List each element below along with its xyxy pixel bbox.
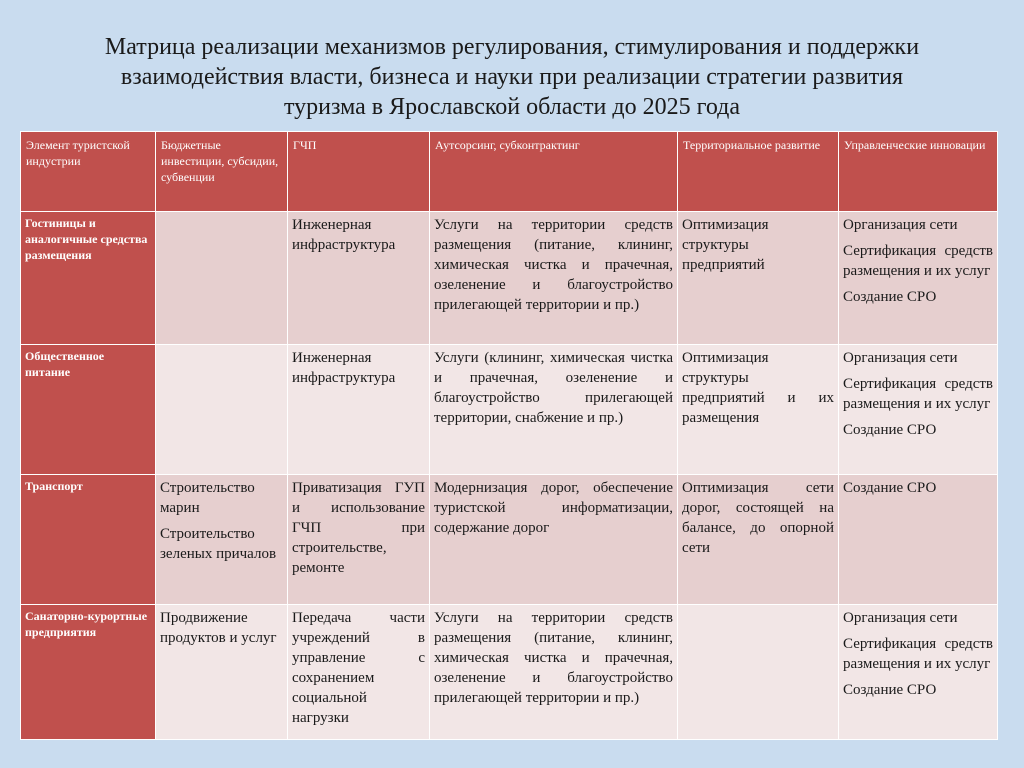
cell-text: Создание СРО bbox=[843, 422, 937, 438]
header-outsourcing: Аутсорсинг, субконтрактинг bbox=[430, 132, 678, 212]
row-head-transport: Транспорт bbox=[21, 475, 156, 605]
table-row bbox=[21, 605, 998, 740]
slide-title bbox=[40, 32, 984, 122]
row-head-catering: Общественное питание bbox=[21, 345, 156, 475]
table-row bbox=[21, 345, 998, 475]
title-line-3: туризма в Ярославской области до 2025 года bbox=[283, 94, 741, 120]
cell-budget bbox=[156, 345, 288, 475]
header-territorial: Территориальное развитие bbox=[678, 132, 839, 212]
cell-territorial bbox=[678, 212, 839, 345]
cell-gchp bbox=[288, 605, 430, 740]
cell-text: Передача части учреждений в управление с сохранением социальной нагрузки bbox=[292, 610, 425, 726]
row-head-sanatorium: Санаторно-курортные предприятия bbox=[21, 605, 156, 740]
title-line-2: взаимодействия власти, бизнеса и науки при реализации стратегии развития bbox=[120, 64, 904, 90]
cell-text: Создание СРО bbox=[843, 682, 937, 698]
cell-text: Организация сети bbox=[843, 610, 958, 626]
cell-gchp bbox=[288, 345, 430, 475]
cell-innovations bbox=[839, 212, 998, 345]
cell-text: Приватизация ГУП и использование ГЧП при строительстве, ремонте bbox=[292, 480, 425, 576]
cell-text: Организация сети bbox=[843, 217, 958, 233]
table-row bbox=[21, 212, 998, 345]
cell-outsourcing bbox=[430, 605, 678, 740]
cell-innovations bbox=[839, 605, 998, 740]
cell-text: Создание СРО bbox=[843, 480, 937, 496]
cell-territorial bbox=[678, 345, 839, 475]
cell-text: Строительство марин bbox=[160, 480, 255, 516]
cell-text: Создание СРО bbox=[843, 289, 937, 305]
cell-budget bbox=[156, 605, 288, 740]
cell-text: Инженерная инфраструктура bbox=[292, 350, 396, 386]
cell-text: Сертификация средств размещения и их услуг bbox=[843, 376, 993, 412]
row-head-hotels: Гостиницы и аналогичные средства размещения bbox=[21, 212, 156, 345]
table-header-row bbox=[21, 132, 998, 212]
header-element: Элемент туристской индустрии bbox=[21, 132, 156, 212]
cell-text: Услуги (клининг, химическая чистка и прачечная, озеленение и благоустройство прилегающей территории, снабжение и пр.) bbox=[434, 350, 673, 426]
cell-text: Оптимизация структуры предприятий bbox=[682, 217, 769, 273]
cell-gchp bbox=[288, 212, 430, 345]
cell-budget bbox=[156, 475, 288, 605]
cell-text: Инженерная инфраструктура bbox=[292, 217, 396, 253]
cell-text: Сертификация средств размещения и их услуг bbox=[843, 636, 993, 672]
header-budget: Бюджетные инвестиции, субсидии, субвенции bbox=[156, 132, 288, 212]
cell-innovations bbox=[839, 475, 998, 605]
mechanisms-matrix-table bbox=[20, 131, 998, 740]
cell-budget bbox=[156, 212, 288, 345]
cell-text: Сертификация средств размещения и их услуг bbox=[843, 243, 993, 279]
cell-text: Продвижение продуктов и услуг bbox=[160, 610, 277, 646]
title-line-1: Матрица реализации механизмов регулирования, стимулирования и поддержки bbox=[104, 34, 920, 60]
cell-text: Услуги на территории средств размещения (питание, клининг, химическая чистка и прачечная, озеленение и благоустройство прилегающей территории и пр.) bbox=[434, 610, 673, 706]
header-gchp: ГЧП bbox=[288, 132, 430, 212]
cell-outsourcing bbox=[430, 345, 678, 475]
cell-territorial bbox=[678, 605, 839, 740]
cell-text: Организация сети bbox=[843, 350, 958, 366]
cell-innovations bbox=[839, 345, 998, 475]
cell-text: Услуги на территории средств размещения (питание, клининг, химическая чистка и прачечная, озеленение и благоустройство прилегающей территории и пр.) bbox=[434, 217, 673, 313]
cell-outsourcing bbox=[430, 475, 678, 605]
cell-text: Оптимизация сети дорог, состоящей на балансе, до опорной сети bbox=[682, 480, 834, 556]
cell-outsourcing bbox=[430, 212, 678, 345]
cell-territorial bbox=[678, 475, 839, 605]
cell-text: Строительство зеленых причалов bbox=[160, 526, 277, 562]
cell-gchp bbox=[288, 475, 430, 605]
header-innovations: Управленческие инновации bbox=[839, 132, 998, 212]
cell-text: Оптимизация структуры предприятий и их размещения bbox=[682, 350, 834, 426]
table-row bbox=[21, 475, 998, 605]
cell-text: Модернизация дорог, обеспечение туристской информатизации, содержание дорог bbox=[434, 480, 673, 536]
